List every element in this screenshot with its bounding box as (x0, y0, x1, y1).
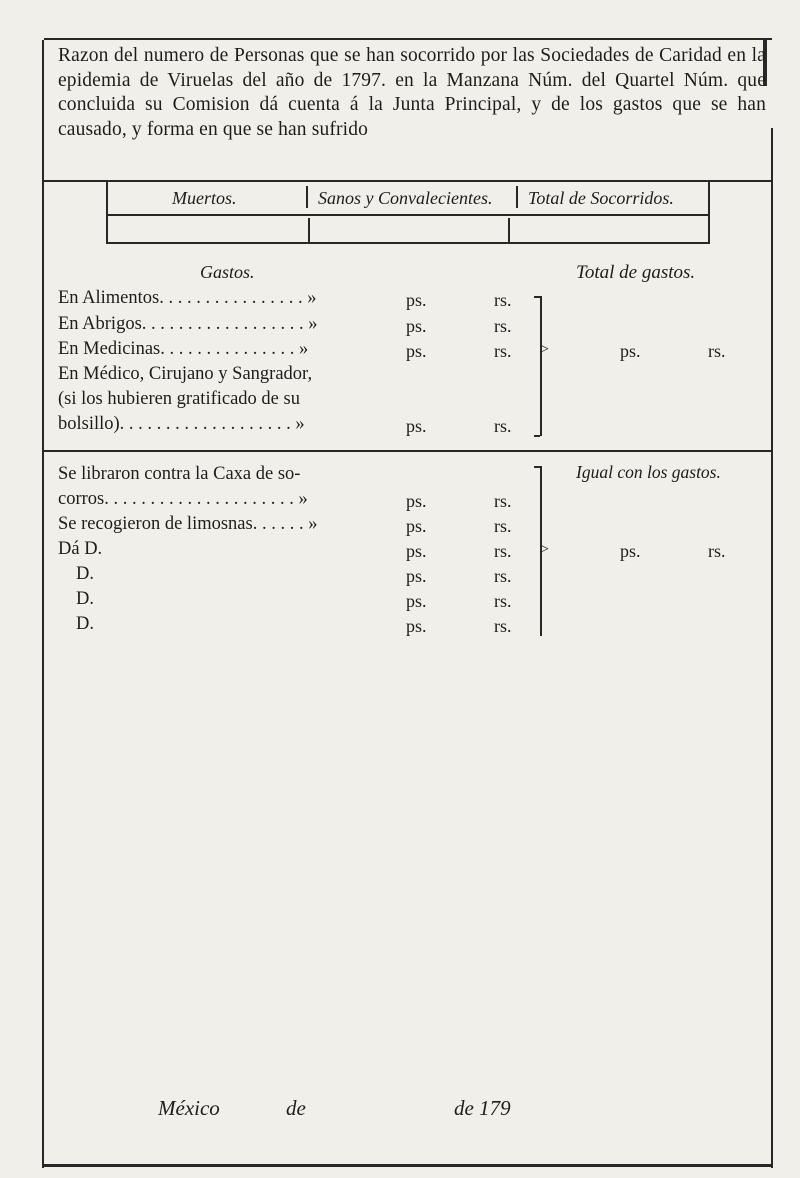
section-divider (44, 450, 772, 452)
igual-rs: rs. (708, 541, 726, 561)
gastos-brace (540, 296, 542, 436)
total-gastos-rs: rs. (708, 341, 726, 361)
ingresos-ps: ps. (406, 541, 427, 561)
header-sanos: Sanos y Convalecientes. (318, 188, 493, 208)
total-gastos-heading: Total de gastos. (576, 262, 696, 283)
gastos-row-medico-line3: bolsillo). . . . . . . . . . . . . . . . . . . » (58, 414, 305, 434)
gastos-ps: ps. (406, 290, 427, 310)
gastos-rs: rs. (494, 416, 512, 436)
igual-gastos-heading: Igual con los gastos. (576, 462, 721, 482)
ingresos-brace-point: > (540, 541, 550, 558)
ingresos-rs: rs. (494, 591, 512, 611)
frame-bottom-rule (44, 1164, 772, 1167)
gastos-row-medico-line2: (si los hubieren gratificado de su (58, 389, 300, 409)
footer-de: de (286, 1096, 306, 1120)
gastos-rs: rs. (494, 290, 512, 310)
ingresos-row-d3: D. (76, 614, 94, 634)
footer-year: de 179 (454, 1096, 511, 1120)
ingresos-ps: ps. (406, 566, 427, 586)
summary-table-left-border (106, 180, 108, 244)
gastos-brace-bottom (534, 435, 540, 437)
gastos-row-medicinas: En Medicinas. . . . . . . . . . . . . . . » (58, 339, 309, 359)
frame-right-rule (771, 128, 773, 1168)
ingresos-row-libraron-line2: corros. . . . . . . . . . . . . . . . . . . . . » (58, 489, 308, 509)
gastos-heading: Gastos. (200, 262, 255, 282)
gastos-ps: ps. (406, 316, 427, 336)
ingresos-row-d2: D. (76, 589, 94, 609)
header-muertos: Muertos. (172, 188, 237, 208)
header-total-socorridos: Total de Socorridos. (528, 188, 674, 208)
ingresos-row-libraron-line1: Se libraron contra la Caxa de so- (58, 464, 301, 484)
ingresos-row-limosnas: Se recogieron de limosnas. . . . . . » (58, 514, 318, 534)
summary-table-divider-1 (306, 186, 308, 208)
gastos-row-abrigos: En Abrigos. . . . . . . . . . . . . . . . . . » (58, 314, 318, 334)
gastos-brace-point: > (540, 341, 550, 358)
gastos-row-medico-line1: En Médico, Cirujano y Sangrador, (58, 364, 313, 384)
ingresos-rs: rs. (494, 516, 512, 536)
summary-table-divider-2 (516, 186, 518, 208)
total-gastos-ps: ps. (620, 341, 641, 361)
ingresos-ps: ps. (406, 616, 427, 636)
ingresos-ps: ps. (406, 591, 427, 611)
gastos-rs: rs. (494, 341, 512, 361)
ingresos-brace-top (534, 466, 540, 468)
ingresos-row-d1: D. (76, 564, 94, 584)
ingresos-ps: ps. (406, 491, 427, 511)
ingresos-rs: rs. (494, 616, 512, 636)
igual-ps: ps. (620, 541, 641, 561)
summary-table-header-rule (106, 214, 710, 216)
summary-table-bottom-rule (106, 242, 710, 244)
intro-paragraph: Razon del numero de Personas que se han socorrido por las Sociedades de Caridad en la epidemia de Viruelas del año de 1797. en la Manzana Núm. del Quartel Núm. que concluida su Comision dá cuenta á la Junta Principal, y de los gastos que se han causado, y forma en que se han sufrido (58, 45, 766, 140)
ingresos-ps: ps. (406, 516, 427, 536)
gastos-rs: rs. (494, 316, 512, 336)
summary-table-cell-divider-1 (308, 218, 310, 242)
frame-top-rule (44, 38, 772, 40)
gastos-row-alimentos: En Alimentos. . . . . . . . . . . . . . . . » (58, 288, 317, 308)
footer-place: México (158, 1096, 220, 1120)
summary-table-right-border (708, 180, 710, 244)
ingresos-rs: rs. (494, 566, 512, 586)
gastos-ps: ps. (406, 341, 427, 361)
frame-left-rule (42, 40, 44, 1168)
gastos-ps: ps. (406, 416, 427, 436)
summary-table-cell-divider-2 (508, 218, 510, 242)
gastos-brace-top (534, 296, 540, 298)
ingresos-rs: rs. (494, 491, 512, 511)
ingresos-rs: rs. (494, 541, 512, 561)
ingresos-row-da: Dá D. (58, 539, 103, 559)
summary-table-top-rule (44, 180, 772, 182)
